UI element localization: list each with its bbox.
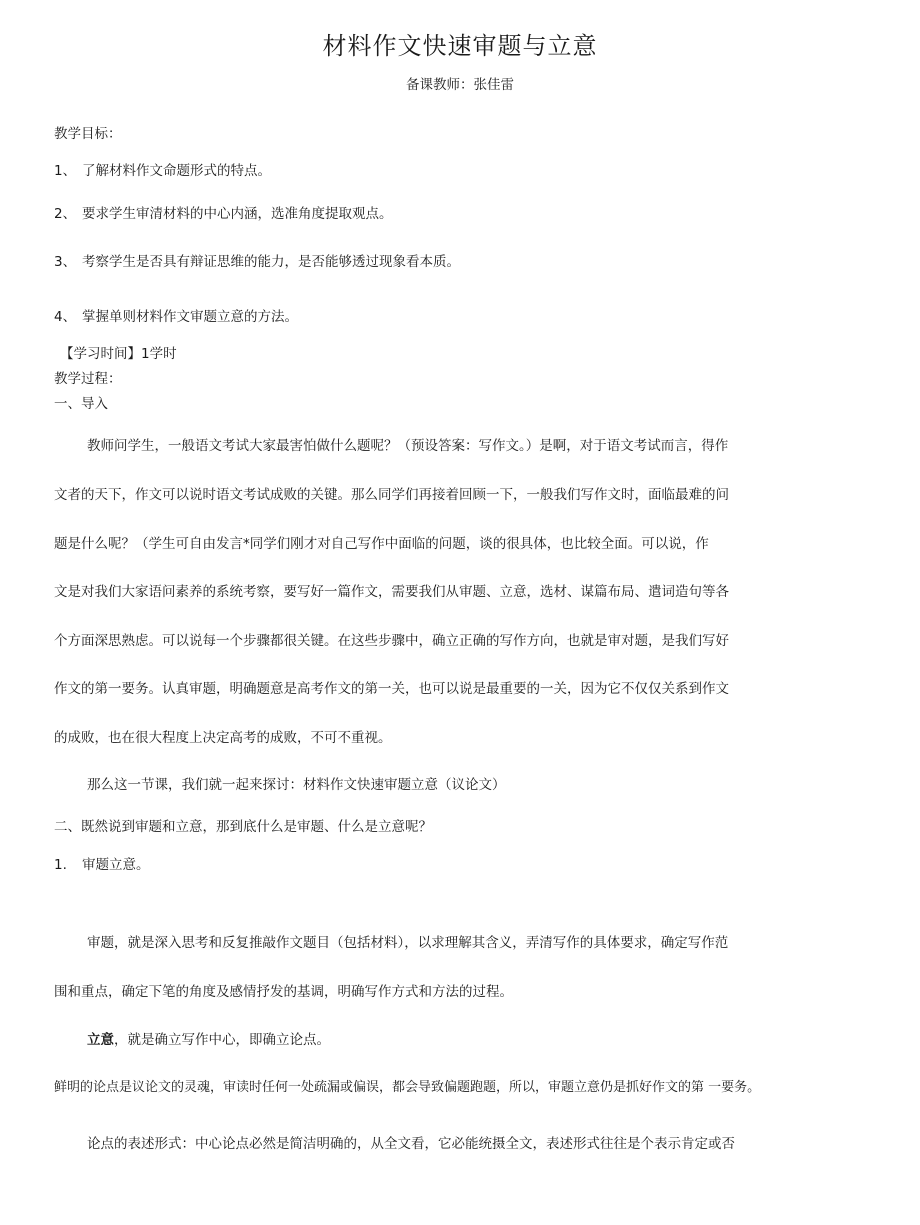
objective-number: 2、 [54,206,77,222]
shenti-paragraph-line: 审题，就是深入思考和反复推敲作文题目（包括材料），以求理解其含义，弄清写作的具体要求，确定写作范 [87,935,729,951]
intro-paragraph-line: 作文的第一要务。认真审题，明确题意是高考作文的第一关，也可以说是最重要的一关，因为它不仅仅关系到作文 [54,681,729,697]
liyi-definition [87,1031,330,1049]
document-title: 材料作文快速审题与立意 [322,32,598,60]
objectives-heading: 教学目标： [54,126,122,142]
item1 [54,856,150,874]
intro-paragraph-line: 文者的天下，作文可以说时语文考试成败的关键。那么同学们再接着回顾一下，一般我们写作文时，面临最难的问 [54,487,729,503]
objective-item [54,253,460,271]
intro-paragraph-line: 文是对我们大家语问素养的系统考察，要写好一篇作文，需要我们从审题、立意，选材、谋篇布局、遣词造句等各 [54,584,729,600]
objective-text: 考察学生是否具有辩证思维的能力，是否能够透过现象看本质。 [82,254,460,270]
item1-text: 审题立意。 [82,857,150,873]
intro-paragraph-line: 个方面深思熟虑。可以说每一个步骤都很关键。在这些步骤中，确立正确的写作方向，也就是审对题，是我们写好 [54,633,729,649]
expression-line: 论点的表述形式：中心论点必然是简洁明确的，从全文看，它必能统摄全文，表述形式往往是个表示肯定或否 [87,1136,735,1152]
objective-number: 1、 [54,163,77,179]
liyi-term: 立意 [87,1032,114,1048]
objective-text: 了解材料作文命题形式的特点。 [82,163,271,179]
objective-number: 4、 [54,309,77,325]
objective-item [54,205,393,223]
intro-paragraph-line: 的成败，也在很大程度上决定高考的成败，不可不重视。 [54,730,392,746]
argument-line: 鲜明的论点是议论文的灵魂，审读时任何一处疏漏或偏误，都会导致偏题跑题，所以，审题立意仍是抓好作文的第 一要务。 [54,1080,761,1095]
section1-heading: 一、导入 [54,396,108,412]
shenti-paragraph-line: 围和重点，确定下笔的角度及感情抒发的基调，明确写作方式和方法的过程。 [54,984,513,1000]
objective-number: 3、 [54,254,77,270]
objective-text: 掌握单则材料作文审题立意的方法。 [82,309,298,325]
objective-item [54,162,271,180]
intro-paragraph-line: 题是什么呢？（学生可自由发言*同学们刚才对自己写作中面临的问题，谈的很具体，也比较全面。可以说，作 [54,536,709,552]
objective-text: 要求学生审清材料的中心内涵，选准角度提取观点。 [82,206,393,222]
item1-number: 1. [54,857,67,873]
intro-paragraph-line: 教师问学生，一般语文考试大家最害怕做什么题呢？（预设答案：写作文。）是啊，对于语文考试而言，得作 [87,438,729,454]
liyi-text: ，就是确立写作中心，即确立论点。 [114,1032,330,1048]
study-time: 【学习时间】1学时 [60,346,177,362]
objective-item [54,308,298,326]
intro-closing: 那么这一节课，我们就一起来探讨：材料作文快速审题立意（议论文） [87,777,506,793]
section2-heading: 二、既然说到审题和立意，那到底什么是审题、什么是立意呢？ [54,819,432,835]
document-subtitle: 备课教师：张佳雷 [406,77,514,93]
process-heading: 教学过程： [54,371,122,387]
